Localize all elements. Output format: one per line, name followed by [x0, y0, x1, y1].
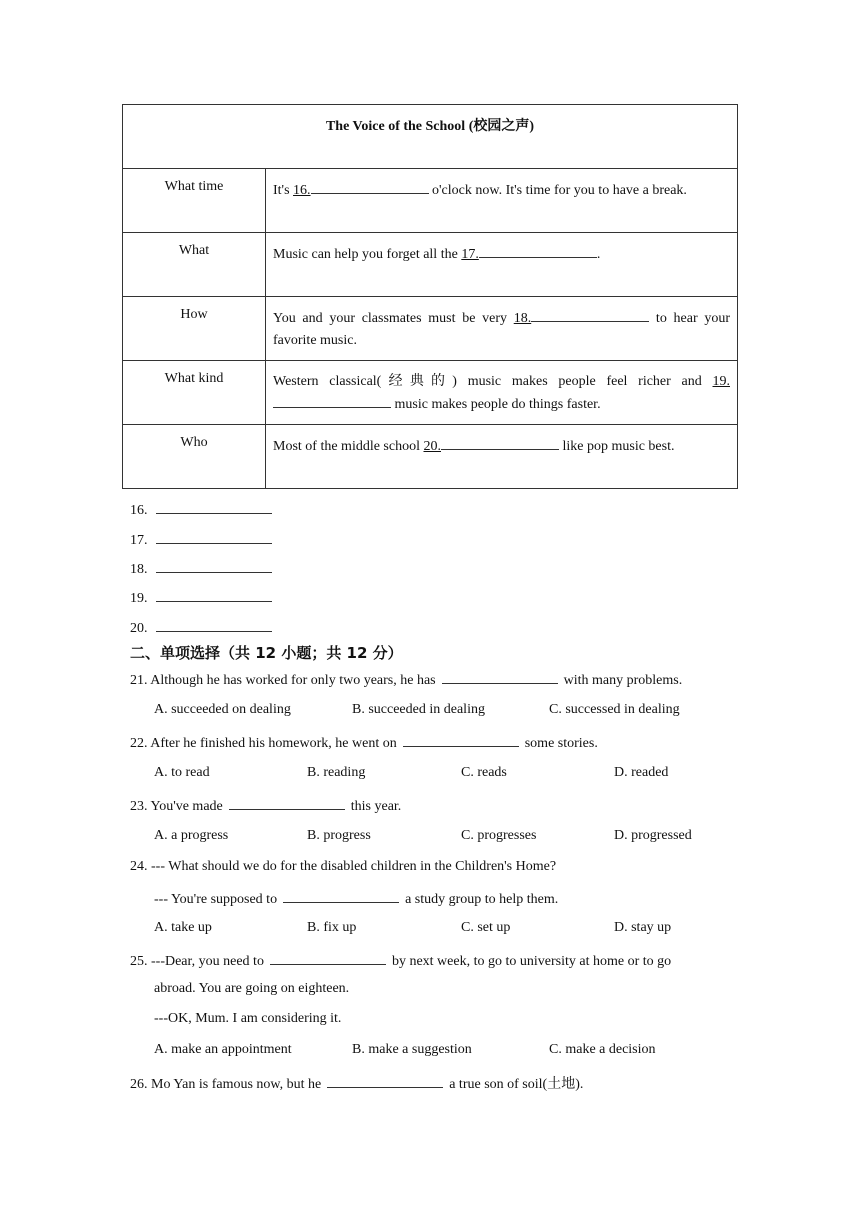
blank-line [479, 243, 597, 258]
question-25 [130, 951, 730, 970]
answer-number: 16. [130, 503, 148, 518]
row-content [266, 297, 738, 361]
option-d[interactable]: D. stay up [614, 920, 672, 935]
blank-number: 16. [293, 183, 311, 198]
option-a[interactable]: A. to read [154, 765, 210, 780]
option-b[interactable]: B. progress [307, 828, 371, 843]
option-b[interactable]: B. fix up [307, 920, 357, 935]
question-blank[interactable] [283, 889, 399, 903]
option-a[interactable]: A. take up [154, 920, 212, 935]
question-blank[interactable] [403, 733, 519, 747]
question-blank[interactable] [327, 1074, 443, 1088]
blank-line [273, 393, 391, 408]
question-stem-end: with many problems. [563, 673, 683, 688]
option-a[interactable]: A. a progress [154, 828, 229, 843]
blank-number: 19. [712, 374, 730, 389]
question-stem: 22. After he finished his homework, he went on [130, 736, 397, 751]
question-22 [130, 733, 730, 752]
question-stem-end: by next week, to go to university at home or to go [391, 954, 672, 969]
blank-line [311, 179, 429, 194]
option-c[interactable]: C. successed in dealing [549, 702, 680, 717]
row-content [266, 425, 738, 489]
answer-line[interactable] [130, 559, 272, 578]
option-a[interactable]: A. succeeded on dealing [154, 702, 291, 717]
content-text: Music can help you forget all the [273, 247, 462, 262]
question-stem: --- You're supposed to [154, 892, 278, 907]
row-label: Who [123, 425, 266, 489]
option-a[interactable]: A. make an appointment [154, 1042, 292, 1057]
question-blank[interactable] [442, 670, 558, 684]
question-blank[interactable] [270, 951, 386, 965]
option-d[interactable]: D. progressed [614, 828, 692, 843]
answer-number: 18. [130, 562, 148, 577]
question-23 [130, 796, 730, 815]
content-text: o'clock now. It's time for you to have a break. [428, 183, 687, 198]
option-c[interactable]: C. set up [461, 920, 511, 935]
answer-line[interactable] [130, 500, 272, 519]
question-26 [130, 1073, 730, 1093]
question-24-reply [154, 889, 754, 908]
question-21 [130, 670, 730, 689]
answer-blank[interactable] [156, 618, 272, 632]
content-text: You and your classmates must be very [273, 311, 514, 326]
question-stem: 25. ---Dear, you need to [130, 954, 264, 969]
question-24 [130, 859, 730, 875]
answer-line[interactable] [130, 588, 272, 607]
table-row [123, 233, 738, 297]
row-label: What kind [123, 361, 266, 425]
question-25-line2: abroad. You are going on eighteen. [154, 981, 350, 996]
content-text: . [596, 247, 601, 262]
option-c[interactable]: C. progresses [461, 828, 537, 843]
question-stem-end: this year. [350, 799, 402, 814]
section-title: 二、单项选择（共 12 小题；共 12 分） [130, 644, 403, 662]
blank-number: 20. [423, 439, 441, 454]
question-stem: 21. Although he has worked for only two years, he has [130, 673, 436, 688]
question-stem-end: some stories. [524, 736, 598, 751]
content-text: music makes people do things faster. [391, 397, 601, 412]
blank-line [441, 435, 559, 450]
answer-number: 17. [130, 533, 148, 548]
answer-line[interactable] [130, 618, 272, 637]
content-text: like pop music best. [559, 439, 675, 454]
content-text: to hear your favorite music. [273, 311, 730, 348]
blank-number: 17. [461, 247, 479, 262]
row-label: How [123, 297, 266, 361]
answer-blank[interactable] [156, 530, 272, 544]
table-row [123, 361, 738, 425]
option-c[interactable]: C. make a decision [549, 1042, 656, 1057]
row-label: What time [123, 169, 266, 233]
voice-of-school-table [122, 104, 738, 489]
option-b[interactable]: B. make a suggestion [352, 1042, 472, 1057]
blank-number: 18. [513, 311, 532, 326]
row-label: What [123, 233, 266, 297]
answer-blank[interactable] [156, 588, 272, 602]
option-b[interactable]: B. reading [307, 765, 366, 780]
row-content [266, 233, 738, 297]
option-b[interactable]: B. succeeded in dealing [352, 702, 485, 717]
option-c[interactable]: C. reads [461, 765, 507, 780]
table-row [123, 297, 738, 361]
row-content [266, 169, 738, 233]
table-row [123, 425, 738, 489]
question-stem: 26. Mo Yan is famous now, but he [130, 1077, 322, 1092]
answer-blank[interactable] [156, 500, 272, 514]
question-25-line3: ---OK, Mum. I am considering it. [154, 1011, 342, 1026]
question-stem: 23. You've made [130, 799, 223, 814]
content-text: It's [273, 183, 294, 198]
answer-number: 19. [130, 591, 148, 606]
content-text: Western classical(经典的) music makes people feel richer and [273, 374, 713, 389]
question-stem-end: a true son of soil(土地). [449, 1077, 584, 1092]
table-row [123, 169, 738, 233]
question-stem: 24. --- What should we do for the disabled children in the Children's Home? [130, 859, 557, 874]
question-stem-end: a study group to help them. [405, 892, 559, 907]
blank-line [531, 307, 649, 322]
question-blank[interactable] [229, 796, 345, 810]
option-d[interactable]: D. readed [614, 765, 669, 780]
table-title: The Voice of the School (校园之声) [123, 105, 738, 169]
answer-number: 20. [130, 621, 148, 636]
answer-line[interactable] [130, 530, 272, 549]
content-text: Most of the middle school [273, 439, 424, 454]
row-content [266, 361, 738, 425]
answer-blank[interactable] [156, 559, 272, 573]
